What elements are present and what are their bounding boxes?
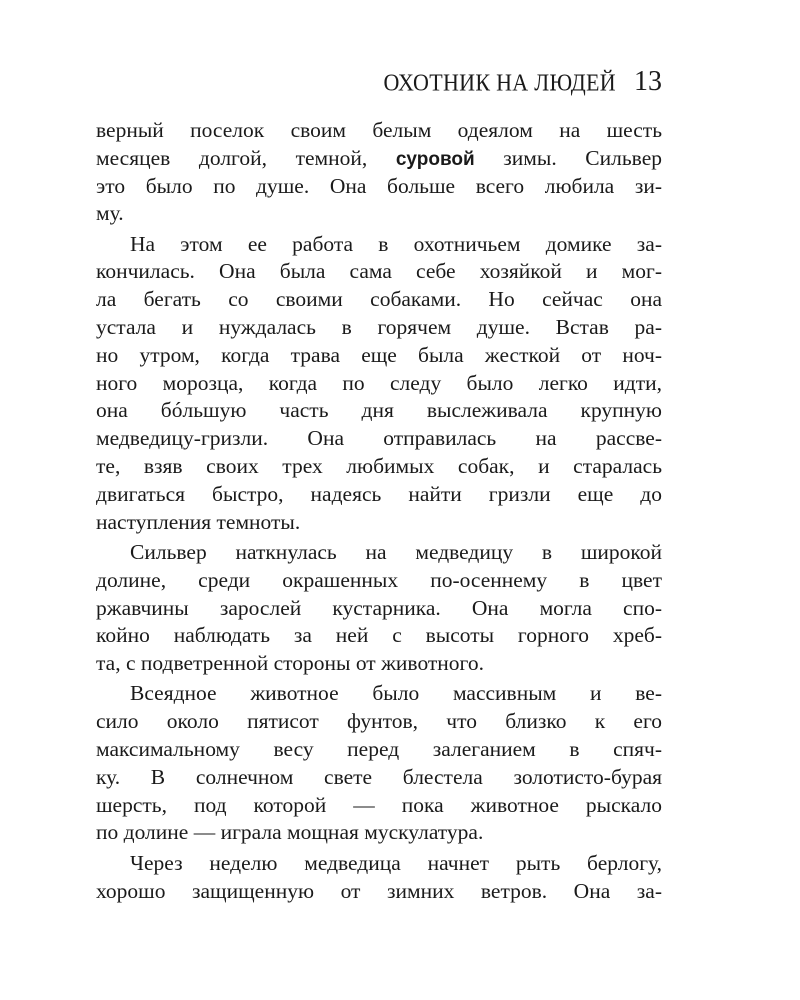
text-line: сило около пятисот фунтов, что близко к его	[96, 709, 662, 734]
text-line: но утром, когда трава еще была жесткой от ноч-	[96, 342, 662, 367]
text-line: та, с подветренной стороны от животного.	[96, 651, 484, 676]
text-line: ного морозца, когда по следу было легко идти,	[96, 370, 662, 395]
text-line: хорошо защищенную от зимних ветров. Она за-	[96, 878, 662, 903]
text-line: ржавчины зарослей кустарника. Она могла спо-	[96, 595, 662, 620]
paragraph-first-line: Всеядное животное было массивным и ве-	[130, 681, 662, 706]
bold-word: суровой	[395, 148, 475, 170]
text-line: му.	[96, 201, 124, 226]
text-line: двигаться быстро, надеясь найти гризли еще до	[96, 481, 662, 506]
text-line: койно наблюдать за ней с высоты горного хреб-	[96, 623, 662, 648]
text-line: по долине — играла мощная мускулатура.	[96, 820, 484, 845]
text-span: зимы. Сильвер	[474, 145, 663, 170]
paragraph-first-line: На этом ее работа в охотничьем домике за-	[130, 231, 662, 256]
text-line: верный поселок своим белым одеялом на шесть	[96, 118, 662, 142]
text-line: устала и нуждалась в горячем душе. Встав ра-	[96, 315, 662, 340]
text-line: она бóльшую часть дня выслеживала крупную	[96, 398, 662, 423]
text-line: это было по душе. Она больше всего любила зи-	[96, 173, 662, 198]
text-line: ку. В солнечном свете блестела золотисто-бурая	[96, 764, 662, 789]
text-line: шерсть, под которой — пока животное рыскало	[96, 792, 662, 817]
text-span: месяцев долгой, темной,	[96, 145, 396, 170]
running-head	[96, 66, 662, 98]
text-line: долине, среди окрашенных по-осеннему в цвет	[96, 567, 662, 592]
text-line	[96, 145, 662, 173]
book-title: ОХОТНИК НА ЛЮДЕЙ	[383, 68, 616, 96]
text-line: ла бегать со своими собаками. Но сейчас она	[96, 287, 662, 312]
body-text	[96, 117, 662, 905]
paragraph-first-line: Через неделю медведица начнет рыть берлогу,	[130, 850, 662, 875]
text-line: те, взяв своих трех любимых собак, и старалась	[96, 454, 662, 479]
text-line: медведицу-гризли. Она отправилась на рассве-	[96, 426, 662, 451]
text-line: максимальному весу перед залеганием в спяч-	[96, 737, 662, 762]
text-line: кончилась. Она была сама себе хозяйкой и мог-	[96, 259, 662, 284]
page-number: 13	[634, 66, 662, 97]
text-line: наступления темноты.	[96, 509, 301, 534]
paragraph-first-line: Сильвер наткнулась на медведицу в широкой	[130, 539, 662, 564]
